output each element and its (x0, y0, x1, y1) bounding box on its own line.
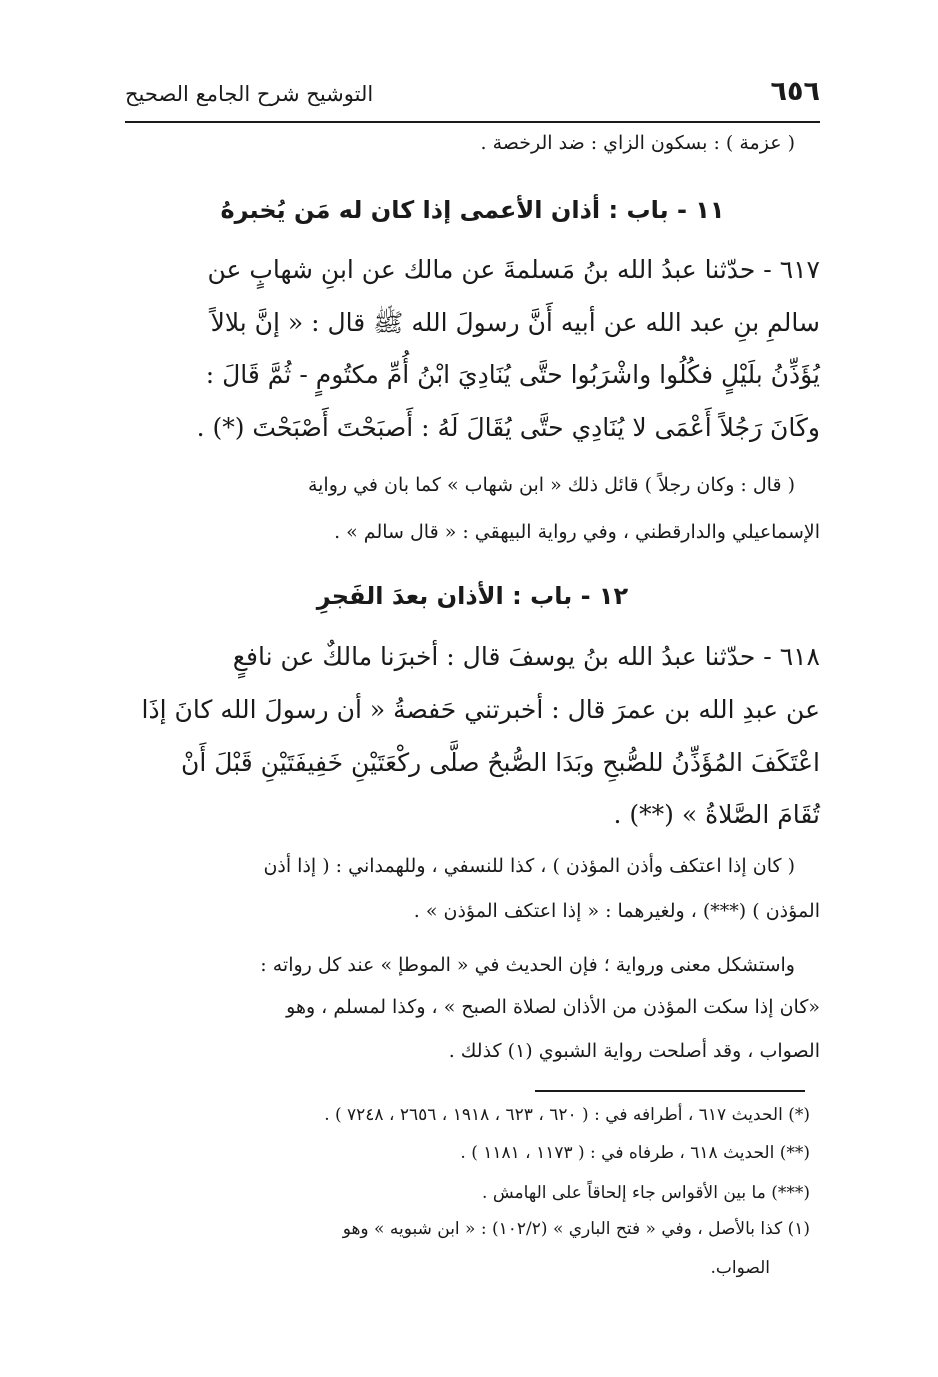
hadith-618-line-4: تُقَامَ الصَّلاةُ » (**) . (613, 800, 820, 829)
hadith-618-line-3: اعْتَكَفَ المُؤَذِّنُ للصُّبحِ وبَدَا الصُّبحُ صلَّى ركْعَتَيْنِ خَفِيفَتَيْنِ قَبْلَ أَنْ (181, 748, 820, 777)
commentary-618-b (125, 954, 820, 1074)
running-header (125, 72, 820, 118)
hadith-617 (125, 255, 820, 455)
commentary-618-b-line-1: واستشكل معنى ورواية ؛ فإن الحديث في « الموطإ » عند كل رواته : (260, 954, 795, 976)
book-title: التوشيح شرح الجامع الصحيح (125, 82, 374, 106)
page-number: ٦٥٦ (770, 76, 820, 107)
gloss-line: ( عزمة ) : بسكون الزاي : ضد الرخصة . (480, 132, 795, 154)
gloss-paragraph (125, 132, 820, 162)
commentary-617 (125, 474, 820, 554)
chapter-heading-12: ١٢ - باب : الأذان بعدَ الفَجرِ (316, 582, 629, 610)
hadith-617-line-1: ٦١٧ - حدّثنا عبدُ الله بنُ مَسلمةَ عن مالك عن ابنِ شهابٍ عن (207, 255, 820, 284)
footnote-4-continuation: الصواب. (710, 1258, 770, 1278)
footnote-divider (535, 1090, 805, 1092)
hadith-617-line-4: وكَانَ رَجُلاً أَعْمَى لا يُنَادِي حتَّى يُقَالَ لَهُ : أَصبَحْتَ أَصْبَحْتَ (*) . (196, 413, 820, 442)
hadith-618-line-2: عن عبدِ الله بن عمرَ قال : أخبرتني حَفصةُ « أن رسولَ الله كانَ إذَا (141, 695, 820, 724)
commentary-618-a-line-2: المؤذن ) (***) ، ولغيرهما : « إذا اعتكف المؤذن » . (413, 900, 820, 922)
commentary-617-line-2: الإسماعيلي والدارقطني ، وفي رواية البيهقي : « قال سالم » . (334, 521, 820, 543)
footnote-4: (١) كذا بالأصل ، وفي « فتح الباري » (١٠٢/٢) : « ابن شبويه » وهو (342, 1219, 810, 1239)
header-divider (125, 121, 820, 123)
hadith-618-line-1: ٦١٨ - حدّثنا عبدُ الله بنُ يوسفَ قال : أخبرَنا مالكٌ عن نافعٍ (232, 642, 820, 671)
hadith-617-line-2: سالمِ بنِ عبد الله عن أبيه أَنَّ رسولَ الله ﷺ قال : « إنَّ بلالاً (210, 308, 820, 337)
commentary-618-a-line-1: ( كان إذا اعتكف وأذن المؤذن ) ، كذا للنسفي ، وللهمداني : ( إذا أذن (263, 855, 795, 877)
hadith-617-line-3: يُؤَذِّنُ بلَيْلٍ فكُلُوا واشْرَبُوا حتَّى يُنَادِيَ ابْنُ أُمِّ مكتُومٍ - ثُمَّ قَالَ : (205, 360, 820, 389)
commentary-618-a (125, 855, 820, 935)
hadith-618 (125, 642, 820, 842)
commentary-618-b-line-3: الصواب ، وقد أصلحت رواية الشبوي (١) كذلك . (448, 1040, 820, 1062)
commentary-617-line-1: ( قال : وكان رجلاً ) قائل ذلك « ابن شهاب » كما بان في رواية (307, 474, 795, 496)
footnote-3: (***) ما بين الأقواس جاء إلحاقاً على الهامش . (482, 1183, 810, 1203)
footnote-1: (*) الحديث ٦١٧ ، أطرافه في : ( ٦٢٠ ، ٦٢٣ ، ١٩١٨ ، ٢٦٥٦ ، ٧٢٤٨ ) . (324, 1105, 810, 1125)
footnote-2: (**) الحديث ٦١٨ ، طرفاه في : ( ١١٧٣ ، ١١٨١ ) . (460, 1143, 810, 1163)
chapter-heading-11: ١١ - باب : أذان الأعمى إذا كان له مَن يُخبرهُ (220, 196, 725, 224)
commentary-618-b-line-2: «كان إذا سكت المؤذن من الأذان لصلاة الصبح » ، وكذا لمسلم ، وهو (286, 996, 820, 1018)
